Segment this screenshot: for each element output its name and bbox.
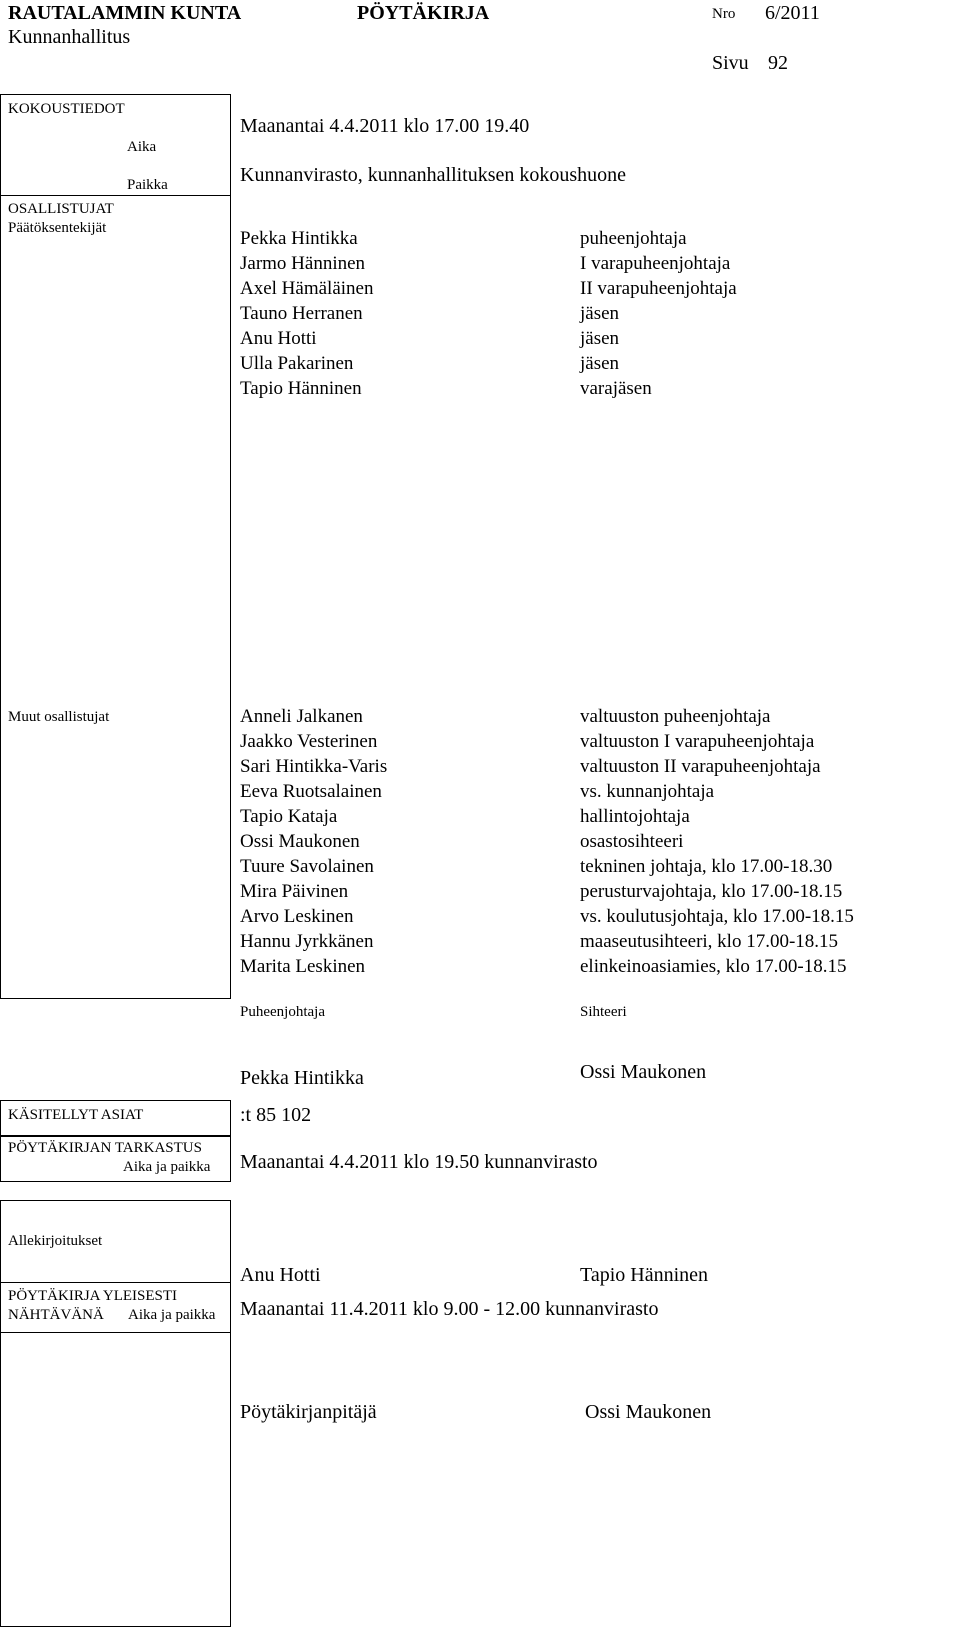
keeper-label: Pöytäkirjanpitäjä [240, 1401, 377, 1423]
municipality-name: RAUTALAMMIN KUNTA [8, 2, 242, 24]
other-participant-role: valtuuston puheenjohtaja [580, 706, 771, 727]
items-label: KÄSITELLYT ASIAT [8, 1107, 144, 1123]
other-participant-name: Ossi Maukonen [240, 831, 360, 852]
participant-role: jäsen [580, 303, 620, 324]
signer-1: Anu Hotti [240, 1264, 321, 1286]
public-sub-label: Aika ja paikka [128, 1307, 216, 1323]
participant-name: Ulla Pakarinen [240, 353, 354, 374]
participants-section-label: OSALLISTUJAT [8, 201, 114, 217]
other-participant-role: vs. kunnanjohtaja [580, 781, 715, 802]
secretary-name: Ossi Maukonen [580, 1061, 707, 1083]
meeting-place: Kunnanvirasto, kunnanhallituksen kokoushuone [240, 164, 627, 186]
other-participant-role: hallintojohtaja [580, 806, 690, 827]
meeting-time: Maanantai 4.4.2011 klo 17.00 19.40 [240, 115, 530, 137]
chair-name: Pekka Hintikka [240, 1067, 364, 1089]
participant-name: Pekka Hintikka [240, 228, 358, 249]
participant-role: jäsen [580, 353, 620, 374]
other-participant-role: perusturvajohtaja, klo 17.00-18.15 [580, 881, 843, 902]
participant-role: puheenjohtaja [580, 228, 687, 249]
page-value: 92 [768, 52, 788, 74]
other-participant-role: valtuuston II varapuheenjohtaja [580, 756, 821, 777]
other-participant-role: elinkeinoasiamies, klo 17.00-18.15 [580, 956, 847, 977]
signer-2: Tapio Hänninen [580, 1264, 709, 1286]
others-section-label: Muut osallistujat [8, 709, 110, 725]
number-label: Nro [712, 6, 736, 22]
participant-role: II varapuheenjohtaja [580, 278, 737, 299]
divider [0, 1282, 231, 1283]
participant-name: Axel Hämäläinen [240, 278, 374, 299]
review-sub-label: Aika ja paikka [123, 1159, 211, 1175]
other-participant-role: osastosihteeri [580, 831, 684, 852]
participant-name: Tauno Herranen [240, 303, 363, 324]
decision-makers-roles [580, 226, 737, 401]
other-participants-names [240, 704, 387, 979]
public-label-line1: PÖYTÄKIRJA YLEISESTI [8, 1288, 178, 1304]
participant-role: I varapuheenjohtaja [580, 253, 731, 274]
decision-makers-names [240, 226, 373, 401]
other-participant-name: Eeva Ruotsalainen [240, 781, 382, 802]
public-label-line2: NÄHTÄVÄNÄ [8, 1307, 104, 1323]
chair-label: Puheenjohtaja [240, 1004, 325, 1020]
other-participant-name: Tuure Savolainen [240, 856, 374, 877]
other-participant-name: Tapio Kataja [240, 806, 338, 827]
other-participant-role: valtuuston I varapuheenjohtaja [580, 731, 815, 752]
page-label: Sivu [712, 52, 749, 74]
items-value: :t 85 102 [240, 1104, 312, 1126]
other-participant-name: Anneli Jalkanen [240, 706, 363, 727]
public-value: Maanantai 11.4.2011 klo 9.00 - 12.00 kunnanvirasto [240, 1298, 659, 1320]
number-value: 6/2011 [765, 2, 820, 24]
other-participant-name: Jaakko Vesterinen [240, 731, 378, 752]
review-label: PÖYTÄKIRJAN TARKASTUS [8, 1140, 202, 1156]
document-type: PÖYTÄKIRJA [357, 2, 490, 24]
review-value: Maanantai 4.4.2011 klo 19.50 kunnanvirasto [240, 1151, 598, 1173]
other-participant-name: Mira Päivinen [240, 881, 349, 902]
other-participant-name: Hannu Jyrkkänen [240, 931, 374, 952]
decision-makers-label: Päätöksentekijät [8, 220, 107, 236]
other-participant-role: tekninen johtaja, klo 17.00-18.30 [580, 856, 833, 877]
body-name: Kunnanhallitus [8, 26, 131, 48]
participant-name: Jarmo Hänninen [240, 253, 366, 274]
divider [0, 1332, 231, 1333]
divider [0, 195, 231, 196]
other-participant-role: vs. koulutusjohtaja, klo 17.00-18.15 [580, 906, 854, 927]
other-participant-name: Marita Leskinen [240, 956, 366, 977]
participant-role: jäsen [580, 328, 620, 349]
other-participant-name: Sari Hintikka-Varis [240, 756, 388, 777]
other-participants-roles [580, 704, 854, 979]
meeting-section-label: KOKOUSTIEDOT [8, 101, 125, 117]
participant-role: varajäsen [580, 378, 652, 399]
participant-name: Anu Hotti [240, 328, 317, 349]
keeper-name: Ossi Maukonen [585, 1401, 712, 1423]
other-participant-name: Arvo Leskinen [240, 906, 354, 927]
signatures-label-box [0, 1200, 231, 1627]
secretary-label: Sihteeri [580, 1004, 627, 1020]
participant-name: Tapio Hänninen [240, 378, 362, 399]
other-participant-role: maaseutusihteeri, klo 17.00-18.15 [580, 931, 839, 952]
time-label: Aika [127, 139, 157, 155]
place-label: Paikka [127, 177, 168, 193]
signatures-label: Allekirjoitukset [8, 1233, 103, 1249]
